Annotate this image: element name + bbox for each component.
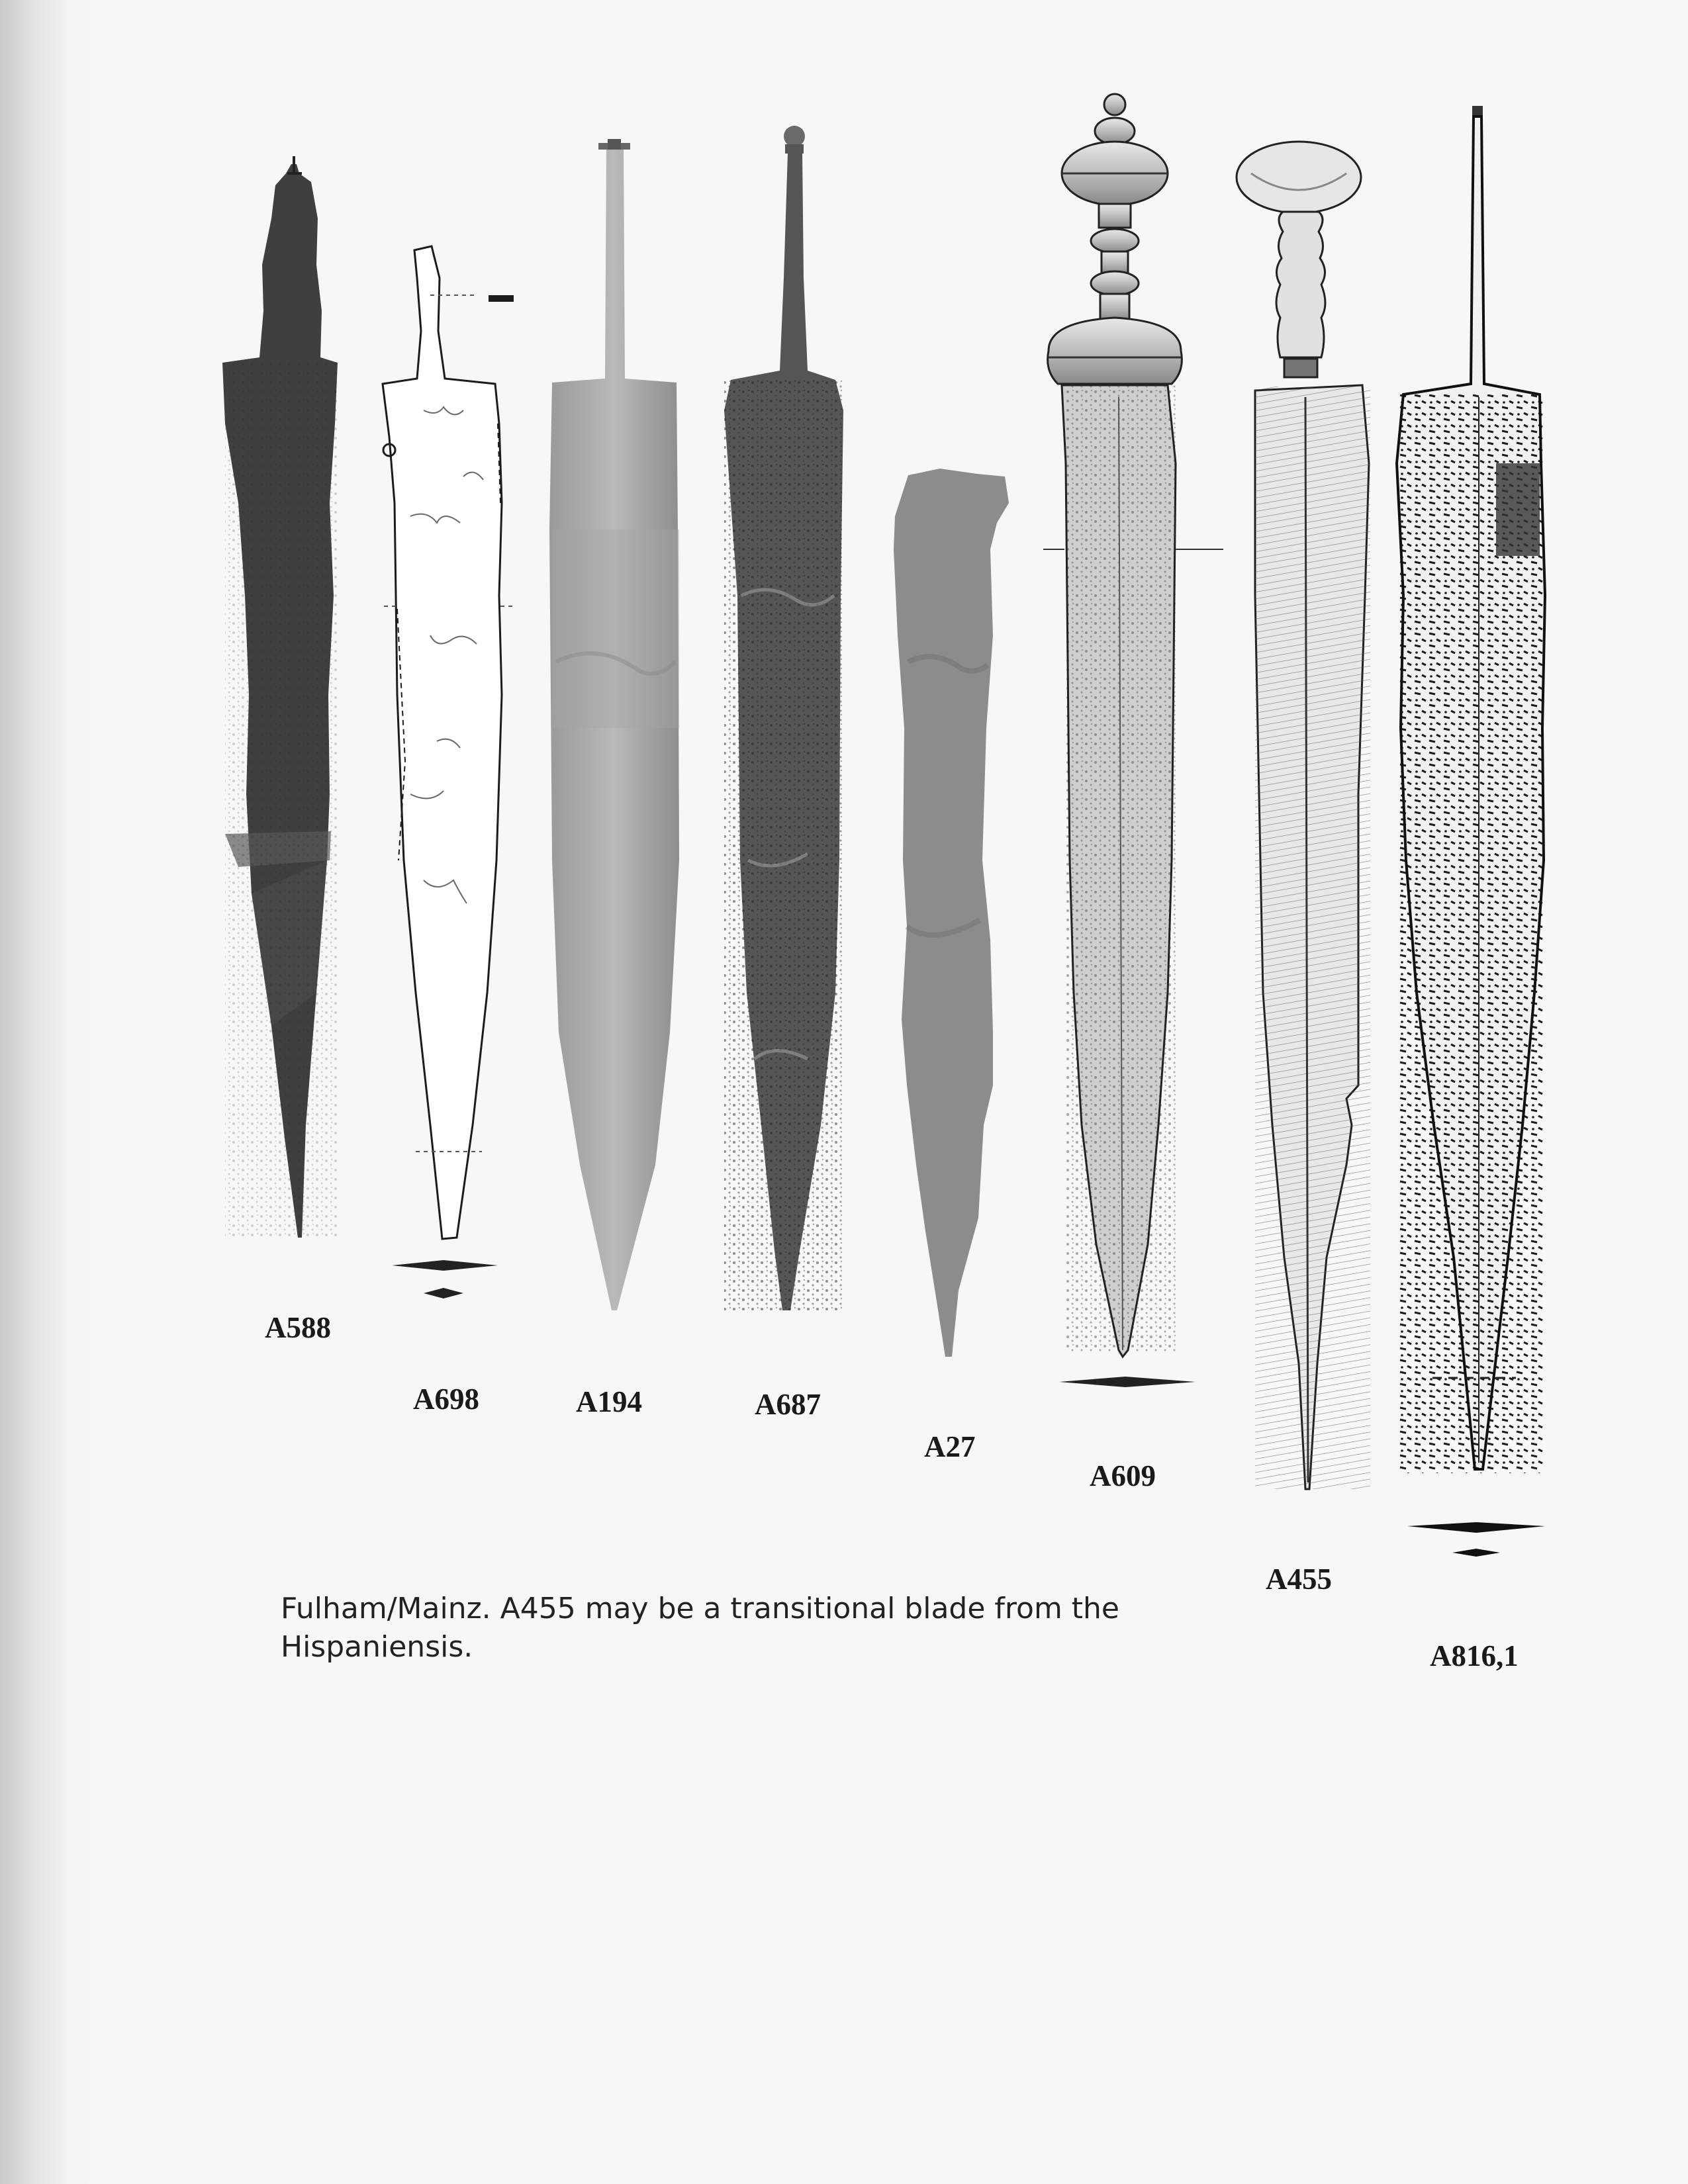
sword-a816-1 (1397, 106, 1545, 1557)
sword-a687 (724, 126, 843, 1310)
label-a698: A698 (413, 1383, 479, 1416)
label-a816-1: A816,1 (1430, 1639, 1519, 1672)
sword-a27 (894, 469, 1009, 1357)
sword-a609 (1043, 94, 1223, 1387)
label-a687: A687 (755, 1388, 821, 1421)
label-a455: A455 (1266, 1563, 1332, 1596)
sword-a455 (1237, 142, 1370, 1489)
sword-a194 (549, 139, 679, 1310)
label-a194: A194 (576, 1385, 642, 1418)
label-a588: A588 (265, 1311, 331, 1344)
label-a609: A609 (1090, 1459, 1156, 1492)
figure-caption: Fulham/Mainz. A455 may be a transitional blade from the Hispaniensis. (281, 1592, 1119, 1664)
sword-a588 (222, 156, 338, 1238)
label-a27: A27 (924, 1430, 976, 1463)
sword-a698 (383, 246, 514, 1298)
